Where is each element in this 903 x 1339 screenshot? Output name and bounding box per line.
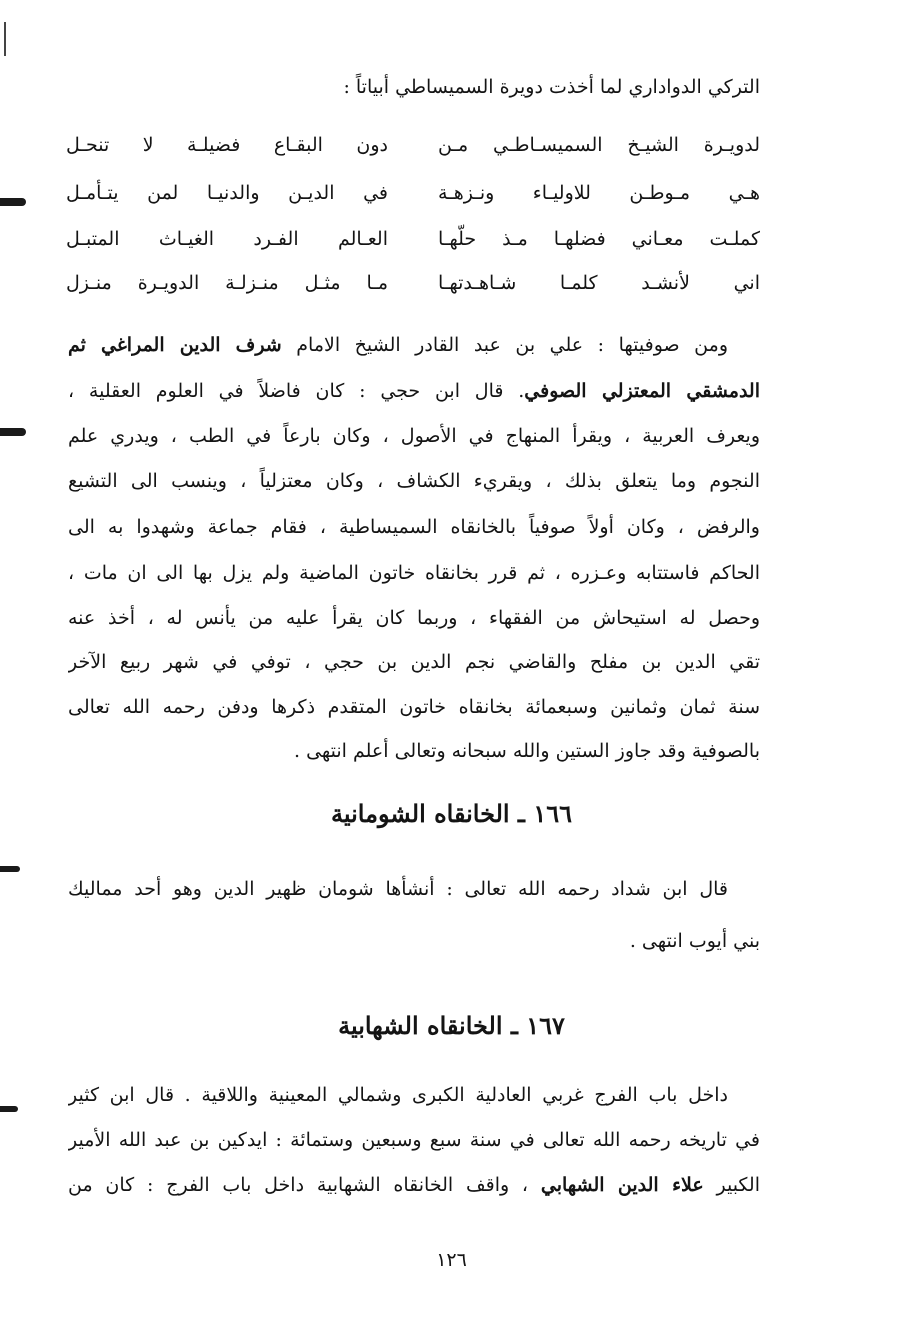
paragraph-line: قال ابن شداد رحمه الله تعالى : أنشأها شومان ظهير الدين وهو أحد مماليك — [68, 878, 728, 900]
paragraph-line: داخل باب الفرج غربي العادلية الكبرى وشمالي المعينية واللاقية . قال ابن كثير — [68, 1084, 728, 1106]
verse-first-hemistich: هـي مـوطـن للاوليـاء ونـزهـة — [438, 182, 760, 204]
scan-edge-mark — [4, 22, 6, 56]
paragraph-text: ومن صوفيتها : علي بن عبد القادر الشيخ الامام — [281, 334, 728, 356]
margin-mark — [0, 428, 26, 436]
verse-second-hemistich: دون البقـاع فضيلـة لا تنحـل — [66, 134, 388, 156]
verse-first-hemistich: كملـت معـاني فضلهـا مـذ حلّهـا — [438, 228, 760, 250]
section-heading: ١٦٦ ـ الخانقاه الشومانية — [330, 799, 572, 828]
paragraph-text: الكبير — [703, 1174, 760, 1196]
paragraph-line — [68, 330, 728, 360]
margin-mark — [0, 1106, 18, 1112]
margin-mark — [0, 198, 26, 206]
intro-line: التركي الدواداري لما أخذت دويرة السميساطي أبياتاً : — [343, 76, 760, 98]
verse-second-hemistich: العـالم الفـرد الغيـاث المتبـل — [66, 228, 388, 250]
paragraph-line: والرفض ، وكان أولاً صوفياً بالخانقاه السميساطية ، فقام جماعة وشهدوا به الى — [68, 516, 760, 538]
paragraph-line — [68, 376, 760, 406]
paragraph-line: تقي الدين بن مفلح والقاضي نجم الدين بن حجي ، توفي في شهر ربيع الآخر — [68, 651, 760, 673]
verse-second-hemistich: مـا مثـل منـزلـة الدويـرة منـزل — [66, 272, 388, 294]
margin-mark — [0, 866, 20, 872]
paragraph-line: بالصوفية وقد جاوز الستين والله سبحانه وتعالى أعلم انتهى . — [293, 740, 760, 762]
paragraph-line: ويعرف العربية ، ويقرأ المنهاج في الأصول ، وكان بارعاً في الطب ، ويدري علم — [68, 425, 760, 447]
section-heading: ١٦٧ ـ الخانقاه الشهابية — [338, 1011, 565, 1040]
page-number: ١٢٦ — [436, 1249, 467, 1271]
paragraph-line: بني أيوب انتهى . — [629, 930, 760, 952]
paragraph-line: في تاريخه رحمه الله تعالى في سنة سبع وسبعين وستمائة : ايدكين بن عبد الله الأمير — [68, 1129, 760, 1151]
paragraph-line: وحصل له استيحاش من الفقهاء ، وربما كان يقرأ عليه من يأنس له ، أخذ عنه — [68, 607, 760, 629]
paragraph-text: . قال ابن حجي : كان فاضلاً في العلوم العقلية ، — [68, 380, 525, 402]
person-name-bold: الدمشقي المعتزلي الصوفي — [524, 380, 760, 402]
verse-first-hemistich: لدويـرة الشيـخ السميسـاطـي مـن — [438, 134, 760, 156]
verse-first-hemistich: اني لأنشـد كلمـا شـاهـدتهـا — [438, 272, 760, 294]
verse-second-hemistich: في الديـن والدنيـا لمن يتـأمـل — [66, 182, 388, 204]
paragraph-line — [68, 1170, 760, 1200]
paragraph-line: الحاكم فاستتابه وعـزره ، ثم قرر بخانقاه خاتون الماضية ولم يزل بها الى ان مات ، — [68, 562, 760, 584]
paragraph-line: سنة ثمان وثمانين وسبعمائة بخانقاه خاتون المتقدم ذكرها ودفن رحمه الله تعالى — [68, 696, 760, 718]
paragraph-text: ، واقف الخانقاه الشهابية داخل باب الفرج : كان من — [68, 1174, 541, 1196]
person-name-bold: شرف الدين المراغي ثم — [68, 334, 282, 356]
paragraph-line: النجوم وما يتعلق بذلك ، ويقريء الكشاف ، وكان معتزلياً ، وينسب الى التشيع — [68, 470, 760, 492]
person-name-bold: علاء الدين الشهابي — [540, 1174, 704, 1196]
